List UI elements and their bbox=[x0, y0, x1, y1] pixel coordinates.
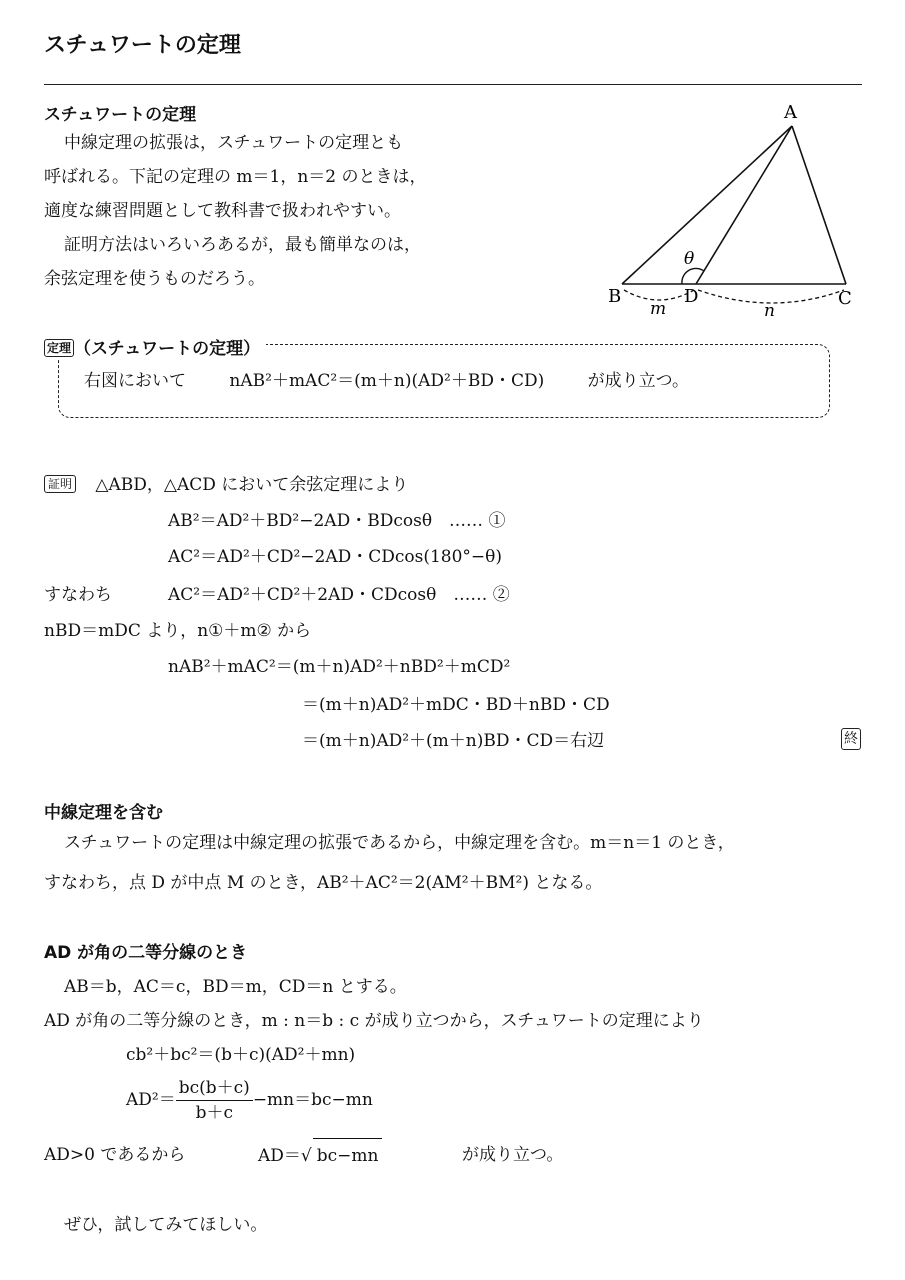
intro-heading: スチュワートの定理 bbox=[44, 105, 197, 125]
theorem-formula: nAB²＋mAC²＝(m＋n)(AD²＋BD・CD) bbox=[229, 371, 545, 391]
theorem-prefix: 右図において bbox=[84, 371, 186, 391]
bisector-eq-1: cb²＋bc²＝(b＋c)(AD²＋mn) bbox=[126, 1045, 356, 1065]
closing-text: ぜひ，試してみてほしい。 bbox=[64, 1215, 268, 1235]
intro-text bbox=[44, 126, 427, 296]
ad2-rhs: −mn＝bc−mn bbox=[252, 1090, 373, 1110]
label-n: n bbox=[764, 301, 775, 321]
page-title: スチュワートの定理 bbox=[44, 33, 241, 58]
bisector-line-1: AB＝b，AC＝c，BD＝m，CD＝n とする。 bbox=[64, 977, 407, 997]
intro-line-4: 証明方法はいろいろあるが，最も簡単なのは， bbox=[64, 235, 421, 255]
triangle-figure bbox=[600, 96, 870, 326]
label-theta: θ bbox=[684, 249, 695, 269]
proof-intro: △ABD，△ACD において余弦定理により bbox=[95, 475, 409, 495]
intro-line-3: 適度な練習問題として教科書で扱われやすい。 bbox=[44, 201, 401, 221]
proof-eq-2: AC²＝AD²＋CD²−2AD・CDcos(180°−θ) bbox=[168, 547, 503, 567]
proof-eq-6: ＝(m＋n)AD²＋(m＋n)BD・CD＝右辺 bbox=[302, 731, 605, 751]
segment-ad bbox=[696, 126, 792, 284]
theorem-body bbox=[84, 366, 689, 391]
theorem-heading bbox=[44, 334, 266, 359]
proof-eq-4: nAB²＋mAC²＝(m＋n)AD²＋nBD²＋mCD² bbox=[168, 657, 511, 677]
ad2-lhs: AD²＝ bbox=[126, 1090, 176, 1110]
median-line-1: スチュワートの定理は中線定理の拡張であるから，中線定理を含む。m＝n＝1 のとき， bbox=[64, 833, 735, 853]
side-ab bbox=[622, 126, 792, 284]
proof-eq-1: AB²＝AD²＋BD²−2AD・BDcosθ …… ① bbox=[168, 511, 506, 531]
proof-line-0 bbox=[44, 468, 408, 502]
bisector-fraction bbox=[176, 1076, 253, 1125]
proof-step: nBD＝mDC より，n①＋m② から bbox=[44, 621, 312, 641]
theorem-title: （スチュワートの定理） bbox=[74, 339, 261, 359]
theorem-suffix: が成り立つ。 bbox=[587, 371, 689, 391]
bisector-conclusion-prefix: AD>0 であるから bbox=[44, 1145, 186, 1165]
bisector-heading: AD が角の二等分線のとき bbox=[44, 943, 248, 963]
triangle-lines bbox=[622, 126, 846, 284]
proof-tag: 証明 bbox=[44, 475, 76, 493]
title-divider bbox=[44, 84, 862, 85]
intro-line-2: 呼ばれる。下記の定理の m＝1，n＝2 のときは， bbox=[44, 167, 427, 187]
label-a: A bbox=[784, 102, 797, 123]
side-ac bbox=[792, 126, 846, 284]
bisector-conclusion bbox=[258, 1138, 382, 1173]
median-heading: 中線定理を含む bbox=[44, 803, 163, 823]
label-d: D bbox=[684, 286, 699, 307]
intro-line-1: 中線定理の拡張は，スチュワートの定理とも bbox=[64, 133, 404, 153]
bisector-line-2: AD が角の二等分線のとき，m : n＝b : c が成り立つから，スチュワートの定理により bbox=[44, 1011, 704, 1031]
theorem-tag: 定理 bbox=[44, 339, 74, 357]
sqrt-sign: √ bbox=[300, 1146, 312, 1166]
qed-mark: 終 bbox=[841, 728, 861, 750]
bisector-conclusion-suffix: が成り立つ。 bbox=[462, 1145, 564, 1165]
conclusion-lhs: AD＝ bbox=[258, 1146, 301, 1166]
sqrt-radicand: bc−mn bbox=[313, 1138, 383, 1173]
fraction-denominator: b＋c bbox=[195, 1103, 233, 1123]
fraction-numerator: bc(b＋c) bbox=[176, 1076, 253, 1101]
median-line-2: すなわち，点 D が中点 M のとき，AB²＋AC²＝2(AM²＋BM²) となる。 bbox=[44, 873, 603, 893]
proof-sunawachi: すなわち bbox=[44, 585, 112, 605]
proof-eq-5: ＝(m＋n)AD²＋mDC・BD＋nBD・CD bbox=[302, 695, 610, 715]
label-b: B bbox=[608, 286, 622, 307]
proof-eq-3: AC²＝AD²＋CD²＋2AD・CDcosθ …… ② bbox=[168, 585, 510, 605]
label-c: C bbox=[838, 288, 852, 309]
intro-line-5: 余弦定理を使うものだろう。 bbox=[44, 269, 265, 289]
label-m: m bbox=[650, 299, 667, 319]
bisector-eq-2 bbox=[126, 1076, 373, 1125]
